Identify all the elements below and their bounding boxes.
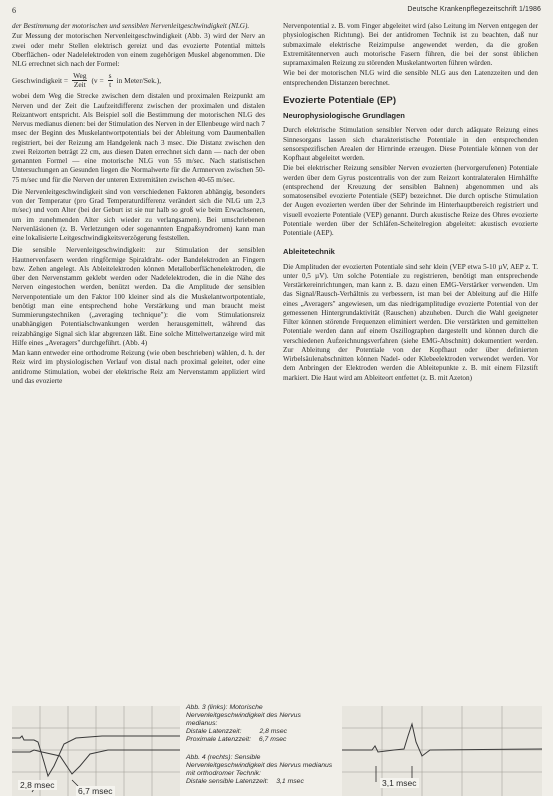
formula-numerator-2: s xyxy=(108,71,112,81)
paragraph: Wie bei der motorischen NLG wird die sensible NLG aus den Latenzzeiten und den entsprechenden Distanzen berechnet. xyxy=(283,69,538,87)
formula-lhs: Geschwindigkeit = xyxy=(12,76,69,86)
figure4-distal-row xyxy=(186,778,336,786)
journal-header: Deutsche Krankenpflegezeitschrift 1/1986 xyxy=(407,6,541,13)
figure3-annotation-proximal: 6,7 msec xyxy=(78,786,113,796)
right-column xyxy=(283,22,538,384)
figure3-caption-title: Abb. 3 (links): Motorische Nervenleitgeschwindigkeit des Nervus medianus: xyxy=(186,704,301,728)
formula xyxy=(12,72,265,89)
left-column xyxy=(12,22,265,387)
figure3-distal-value: 2,8 msec xyxy=(259,728,288,736)
formula-numerator: Weg xyxy=(73,71,87,81)
paragraph: Die Nervenleitgeschwindigkeit sind von verschiedenen Faktoren abhängig, besonders von der Temperatur (pro Grad Temperaturdifferenz verändert sich die NLG um 2,3 m/sec) und vom Alter (bei der Geburt ist sie nur halb so groß wie beim Erwachsenen, um im zunehmenden Alter sich wieder zu verlangsamen). Bei umschriebenen Nervenläsionen (z. B. Verletzungen oder sogenannten Engpaßsyndromen) kann man eine lokalisierte Leitgeschwindigkeitsverzögerung feststellen. xyxy=(12,187,265,242)
figure4-distal-value: 3,1 msec xyxy=(276,778,304,786)
figure3-proximal-row xyxy=(186,736,334,744)
paragraph: Die sensible Nervenleitgeschwindigkeit: zur Stimulation der sensiblen Hautnervenfasern werden ringförmige Spiraldraht- oder Bandelektroden an Fingern bzw. Zehen angelegt. Als Ableitelektroden können Metalloberflächenelektroden, die über den Nervenstamm geklebt werden oder Nadelelektroden, die in die Nähe des Nerven eingestochen werden, benützt werden. Da die Amplitude der sensiblen Nervenpotentiale um den Faktor 100 kleiner sind als die Muskelantwortpotentiale, benötigt man eine entsprechend hohe Verstärkung und man braucht meist Summierungstechniken („averaging technique"): die vom Stimulationsreiz unabhängigen Potentialschwankungen werden herausgemittelt, während das reizabhängige Signal sich klar abgrenzen läßt. Eine solche Mittelwertanzeige wird mit Hilfe eines „Averagers" durchgeführt. (Abb. 4) xyxy=(12,246,265,347)
figure-area xyxy=(0,706,553,796)
paragraph: Nervenpotential z. B. vom Finger abgeleitet wird (also Leitung im Nerven entgegen der physiologischen Richtung). Bei der antidromen Technik ist zu beachten, daß nur submaximale elektrische Reizimpulse angewendet werden, da die großen Extremitätennerven auch motorische Fasern führen, die bei der sonst üblichen supramaximalen Reizung zu störenden Muskelantworten führen würden. xyxy=(283,22,538,67)
figure4-caption-title: Abb. 4 (rechts): Sensible Nervenleitgeschwindigkeit des Nervus medianus mit orthodromer Technik: xyxy=(186,754,333,778)
formula-mid: (v = xyxy=(91,76,104,86)
figure3-distal-row xyxy=(186,728,334,736)
paragraph: wobei dem Weg die Strecke zwischen dem distalen und proximalen Reizpunkt am Nerven und der Zeit die Laufzeitdifferenz zwischen der proximalen und distalen Reizantwort entspricht. Als Beispiel soll die Bestimmung der motorischen NLG des Nervus medianus dienen: bei der Stimulation des Nerven in der Ellenbeuge wird nach 7 msec der Beginn des Muskelantwortpotentials bei der Ableitung vom Daumenballen registriert, bei der Reizung am Handgelenk nach 3 msec. Die Distanz zwischen den zwei Reizorten beträgt 22 cm, aus diesen Daten errechnet sich dann — nach der oben genannten Formel — eine motorische NLG von 55 m/sec. Nach statistischen Untersuchungen an Gesunden liegen die Normalwerte für die Armnerven zwischen 50-75 m/sec und für die Nerven der unteren Extremitäten zwischen 40-65 m/sec. xyxy=(12,92,265,184)
formula-denominator-2: t xyxy=(109,80,112,90)
figure4-distal-label: Distale sensible Latenzzeit: xyxy=(186,778,269,786)
paragraph: Die Amplituden der evozierten Potentiale sind sehr klein (VEP etwa 5-10 µV, AEP z. T. unter 0,5 µV). Um solche Potentiale zu registrieren, benötigt man entsprechende Verstärkereinrichtungen, man kann z. B. dazu einen EMG-Verstärker verwenden. Um das Signal/Rausch-Verhältnis zu verbessern, ist man bei der Ableitung auf die Hilfe eines „Averagers" angewiesen, um das niedrigamplitudige evozierte Potential von der gemessenen Hintergrundaktivität (Rauschen) abzuheben. Durch die Wahl geeigneter Filter können störende Frequenzen eliminiert werden. Die verstärkten und gemittelten Potentiale werden dann auf einem Oszillographen dargestellt und können durch die verschiedenen Aufzeichnungsverfahren (siehe EMG-Abschnitt) dokumentiert werden. Zur Ableitung der Potentiale von der Kopfhaut oder über definierten Wirbelsäulenabschnitten können Nadel- oder Klebeelektroden verwendet werden. Vor dem Anbringen der Elektroden werden die Ableitepunkte z. B. mit einem Filzstift markiert. Die Haut wird am Ableiteort entfettet (z. B. mit Azeton) xyxy=(283,262,538,382)
formula-denominator: Zeit xyxy=(73,80,86,90)
paragraph: Die bei elektrischer Reizung sensibler Nerven evozierten (hervorgerufenen) Potentiale werden über dem Gyrus postcentralis von der zum Reizort kontralateralen Hirnhälfte (entsprechend der Kreuzung der sensiblen Bahnen) abgenommen und als somatosensibel evozierte Potentiale (SEP) bezeichnet. Die durch optische Stimulation der Augen evozierten werden über der Sehrinde im Hinterhauptbereich registriert und visuell evozierte Potentiale (VEP) genannt. Durch akustische Reize des Ohres evozierte Potentiale werden über der Schläfen-Scheitelregion abgeleitet: akustisch evozierte Potentiale (AEP). xyxy=(283,164,538,237)
figure3-caption xyxy=(186,704,334,744)
figure3-proximal-value: 6,7 msec xyxy=(258,736,287,744)
subsection-title: Neurophysiologische Grundlagen xyxy=(283,111,405,120)
figure4-trace xyxy=(342,706,542,796)
figure3-annotation-distal: 2,8 msec xyxy=(20,780,55,790)
formula-fraction-2 xyxy=(108,72,113,89)
paragraph: Man kann entweder eine orthodrome Reizung (wie oben beschrieben) wählen, d. h. der Reiz wird im physiologischen Verlauf von distal nach proximal geleitet, oder eine antidrome Stimulation, wobei der elektrische Reiz am Nervenstamm appliziert wird und das evozierte xyxy=(12,349,265,385)
figure3-proximal-label: Proximale Latenzzeit: xyxy=(186,736,251,744)
subsection-title: Ableitetechnik xyxy=(283,247,335,257)
formula-unit: in Meter/Sek.), xyxy=(116,76,162,86)
paragraph: Durch elektrische Stimulation sensibler Nerven oder durch adäquate Reizung eines Sinnesorgans lassen sich charakteristische Potentiale in den entsprechenden sensorspezifischen Arealen der Hirnrinde erzeugen. Diese Potentiale können von der Kopfhaut abgeleitet werden. xyxy=(283,126,538,162)
figure4-annotation: 3,1 msec xyxy=(382,778,417,788)
paragraph: Zur Messung der motorischen Nervenleitgeschwindigkeit (Abb. 3) wird der Nerv an zwei oder mehr Stellen elektrisch gereizt und das evozierte Potential mittels Oberflächen- oder Nadelelektroden von einem zugehörigen Muskel abgenommen. Die NLG errechnet sich nach der Formel: xyxy=(12,32,265,68)
figure3-distal-label: Distale Latenzzeit: xyxy=(186,728,242,736)
page-number: 6 xyxy=(12,6,16,15)
figure4-caption xyxy=(186,754,336,786)
formula-fraction xyxy=(72,72,87,89)
paragraph: der Bestimmung der motorischen und sensiblen Nervenleitgeschwindigkeit (NLG). xyxy=(12,22,250,30)
section-title: Evozierte Potentiale (EP) xyxy=(283,94,397,106)
